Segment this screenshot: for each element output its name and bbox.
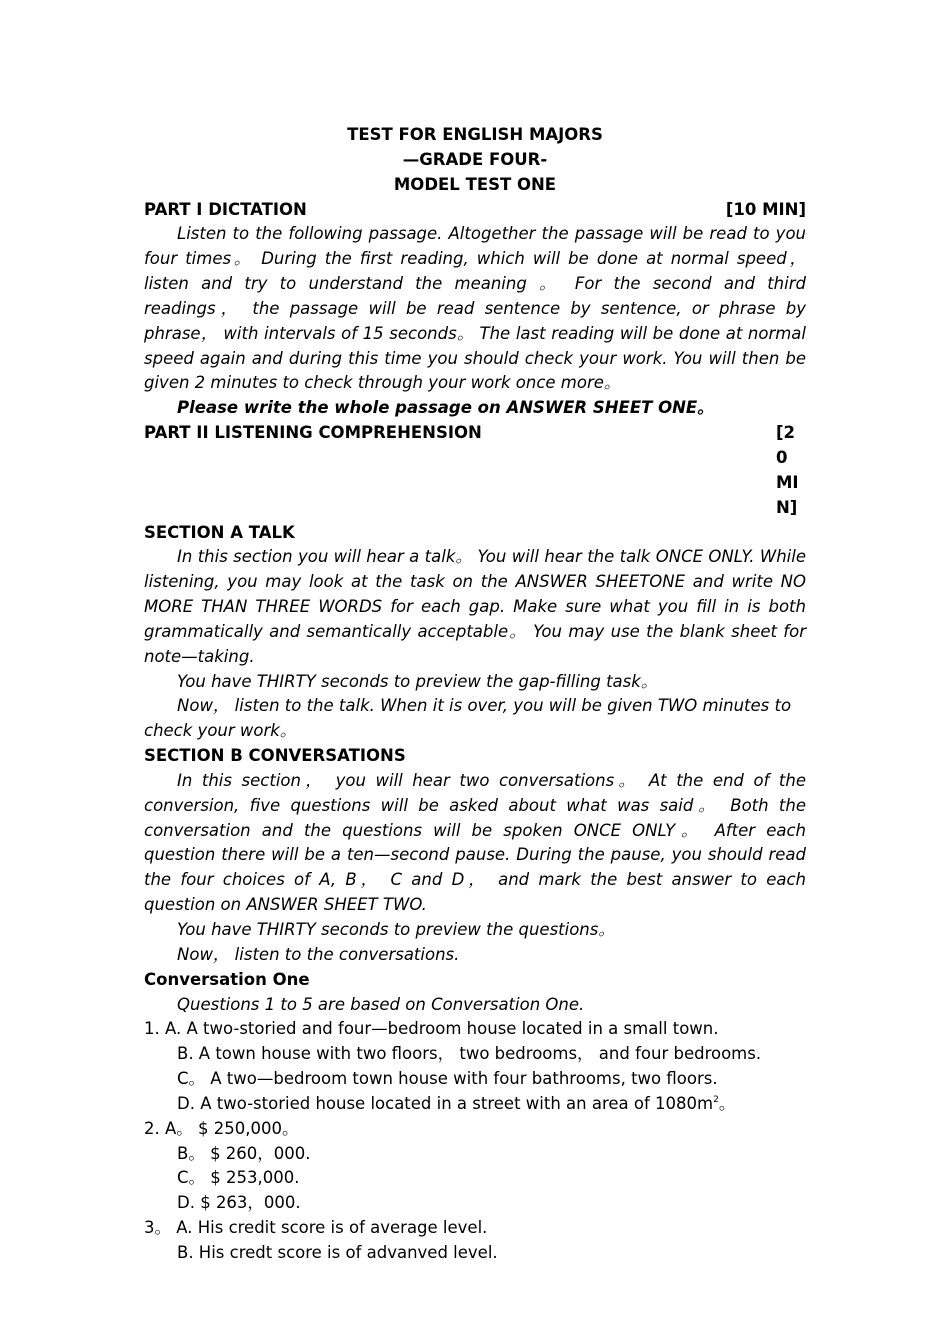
sectionA-preview: You have THIRTY seconds to preview the gap-filling task。 — [177, 671, 658, 691]
part1-time: [10 MIN] — [725, 199, 806, 219]
sectionB-heading: SECTION B CONVERSATIONS — [144, 746, 406, 766]
conversation1-heading: Conversation One — [144, 969, 310, 989]
sectionA-heading: SECTION A TALK — [144, 522, 295, 542]
q1-option-d — [144, 1092, 806, 1117]
part2-heading-row — [144, 421, 806, 520]
q1-option-a: 1. A. A two-storied and four—bedroom house located in a small town. — [144, 1019, 719, 1039]
q1-option-d-end: 。 — [718, 1093, 736, 1113]
sectionA-instructions: In this section you will hear a talk。 You will hear the talk ONCE ONLY. While listening, you may look at the task on the ANSWER SHEETONE and write NO MORE THAN THREE WORDS for each gap. Make sure what you fill in is both grammatically and semantically acceptable。 You may use the blank sheet for note—taking. — [144, 547, 806, 666]
sectionB-instructions: In this section， you will hear two conversations。 At the end of the conversion, five questions will be asked about what was said。 Both the conversation and the questions will be spoken ONCE ONLY。 After each question there will be a ten—second pause. During the pause, you should read the four choices of A, B， C and D， and mark the best answer to each question on ANSWER SHEET TWO. — [144, 770, 806, 915]
title-line-3: MODEL TEST ONE — [393, 174, 557, 194]
conversation1-intro: Questions 1 to 5 are based on Conversation One. — [177, 994, 585, 1014]
part2-time: [20 MIN] — [776, 423, 799, 517]
document-page — [144, 123, 806, 1266]
q2-option-a: 2. A。 $ 250,000。 — [144, 1118, 299, 1138]
q1-option-c: C。 A two—bedroom town house with four bathrooms, two floors. — [177, 1069, 718, 1089]
q2-option-d: D. $ 263，000. — [177, 1193, 301, 1213]
sectionA-now: Now， listen to the talk. When it is over, you will be given TWO minutes to check your work。 — [144, 696, 792, 741]
q1-option-d-superscript: 2 — [713, 1094, 719, 1105]
title-line-2: —GRADE FOUR- — [402, 149, 548, 169]
part1-heading-row — [144, 198, 806, 223]
sectionB-now: Now， listen to the conversations. — [177, 944, 460, 964]
q3-option-a: 3。 A. His credit score is of average level. — [144, 1218, 488, 1238]
q2-option-b: B。 $ 260，000. — [177, 1143, 311, 1163]
q1-option-d-text: D. A two-storied house located in a street with an area of 1080m — [177, 1093, 714, 1113]
part1-note: Please write the whole passage on ANSWER SHEET ONE。 — [177, 398, 714, 418]
part1-heading: PART I DICTATION — [144, 199, 307, 219]
sectionB-preview: You have THIRTY seconds to preview the questions。 — [177, 920, 615, 939]
part1-instructions: Listen to the following passage. Altogether the passage will be read to you four times。 During the first reading, which will be done at normal speed， listen and try to understand the meaning 。 For the second and third readings， the passage will be read sentence by sentence, or phrase by phrase， with intervals of 15 seconds。 The last reading will be done at normal speed again and during this time you should check your work. You will then be given 2 minutes to check through your work once more。 — [144, 224, 806, 393]
q1-option-b: B. A town house with two floors， two bedrooms， and four bedrooms. — [177, 1044, 762, 1064]
part2-heading: PART II LISTENING COMPREHENSION — [144, 423, 482, 443]
q2-option-c: C。 $ 253,000. — [177, 1168, 300, 1188]
q3-option-b: B. His credt score is of advanved level. — [177, 1242, 498, 1262]
title-line-1: TEST FOR ENGLISH MAJORS — [347, 125, 603, 144]
